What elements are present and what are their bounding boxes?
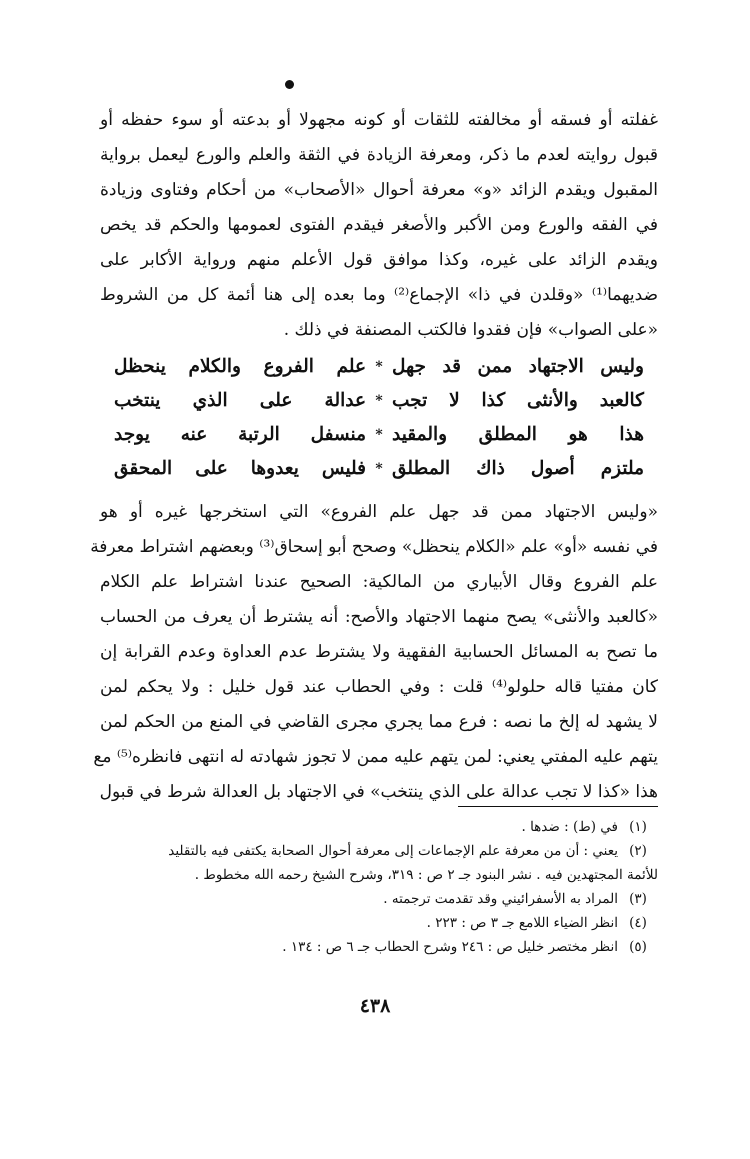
poem-verses [114, 350, 644, 486]
verse-second-hemistich: منسفل الرتبة عنه يوجد [114, 424, 366, 445]
text-line: «وليس الاجتهاد ممن قد جهل علم الفروع» التي استخرجها غيره أو هو [100, 502, 658, 522]
text-line: «كالعبد والأنثى» يصح منهما الاجتهاد والأصح: أنه يشترط أن يعرف من الحساب [100, 607, 658, 627]
verse-second-hemistich: عدالة على الذي ينتخب [114, 390, 366, 411]
verse-line [114, 384, 644, 418]
text-line: ضديهما⁽¹⁾ «وقلدن في ذا» الإجماع⁽²⁾ وما بعده إلى هنا أئمة كل من الشروط [100, 285, 658, 305]
verse-first-hemistich: ملتزم أصول ذاك المطلق [392, 458, 644, 479]
footnote-number: (٤) [629, 915, 647, 931]
footnote-number: (٣) [629, 891, 647, 907]
verse-separator: * [375, 427, 383, 443]
footnote [100, 887, 658, 911]
text-line: «على الصواب» فإن فقدوا فالكتب المصنفة في ذلك . [283, 320, 658, 340]
verse-separator: * [375, 359, 383, 375]
verse-first-hemistich: هذا هو المطلق والمقيد [392, 424, 644, 445]
text-line: كان مفتيا قاله حلولو⁽⁴⁾ قلت : وفي الحطاب عند قول خليل : ولا يحكم لمن [100, 677, 658, 697]
text-line: علم الفروع وقال الأبياري من المالكية: الصحيح عندنا اشتراط علم الكلام [100, 572, 658, 592]
text-line: قبول روايته لعدم ما ذكر، ومعرفة الزيادة في الثقة والعلم والورع ليعمل برواية [100, 145, 658, 165]
footnote-number: (١) [629, 819, 647, 835]
verse-line [114, 452, 644, 486]
verse-line [114, 418, 644, 452]
footnote-number: (٥) [629, 939, 647, 955]
footnote-text: يعني : أن من معرفة علم الإجماعات إلى معرفة أحوال الصحابة يكتفى فيه بالتقليد [168, 843, 618, 859]
footnotes [100, 815, 658, 959]
verse-separator: * [375, 461, 383, 477]
text-line: لا يشهد له إلخ ما نصه : فرع مما يجري مجرى القاضي في المنع من الحكم لمن [100, 712, 658, 732]
ink-dot [285, 80, 294, 89]
text-line: في الفقه والورع ومن الأكبر والأصغر فيقدم الفتوى لعمومها والحكم قد يخص [100, 215, 658, 235]
footnote [100, 839, 658, 863]
footnote-continuation: للأئمة المجتهدين فيه . نشر البنود جـ ٢ ص : ٣١٩، وشرح الشيخ رحمه الله مخطوط . [194, 867, 658, 883]
footnote-text: انظر الضياء اللامع جـ ٣ ص : ٢٢٣ . [426, 915, 618, 931]
verse-first-hemistich: وليس الاجتهاد ممن قد جهل [392, 356, 644, 377]
page-number: ٤٣٨ [359, 995, 391, 1017]
verse-first-hemistich: كالعبد والأنثى كذا لا تجب [392, 390, 644, 411]
verse-second-hemistich: فليس يعدوها على المحقق [114, 458, 366, 479]
footnote-text: في (ط) : ضدها . [521, 819, 618, 835]
paragraph-2 [90, 495, 658, 810]
text-line: يتهم عليه المفتي يعني: لمن يتهم عليه ممن لا تجوز شهادته له انتهى فانظره⁽⁵⁾ مع [93, 747, 658, 767]
footnote [100, 935, 658, 959]
verse-second-hemistich: علم الفروع والكلام ينحظل [114, 356, 366, 377]
footnote-text: انظر مختصر خليل ص : ٢٤٦ وشرح الحطاب جـ ٦ ص : ١٣٤ . [282, 939, 618, 955]
text-line: ويقدم الزائد على غيره، وكذا موافق قول الأعلم منهم ورواية الأكابر على [100, 250, 658, 270]
footnote [100, 911, 658, 935]
footnote-text: المراد به الأسفرائيني وقد تقدمت ترجمته . [383, 891, 618, 907]
text-line: المقبول ويقدم الزائد «و» معرفة أحوال «الأصحاب» من أحكام وفتاوى وزيادة [100, 180, 658, 200]
verse-line [114, 350, 644, 384]
text-line: غفلته أو فسقه أو مخالفته للثقات أو كونه مجهولا أو بدعته أو سوء حفظه أو [100, 110, 658, 130]
footnote-number: (٢) [629, 843, 647, 859]
footnote [100, 815, 658, 839]
verse-separator: * [375, 393, 383, 409]
footnote-separator [458, 806, 658, 807]
text-line: ما تصح به المسائل الحسابية الفقهية ولا يشترط عدم العداوة وعدم القرابة إن [100, 642, 658, 662]
paragraph-1 [100, 103, 658, 348]
text-line: في نفسه «أو» علم «الكلام ينحظل» وصحح أبو إسحاق⁽³⁾ وبعضهم اشتراط معرفة [90, 537, 658, 557]
text-line: هذا «كذا لا تجب عدالة على الذي ينتخب» في الاجتهاد بل العدالة شرط في قبول [99, 782, 658, 802]
